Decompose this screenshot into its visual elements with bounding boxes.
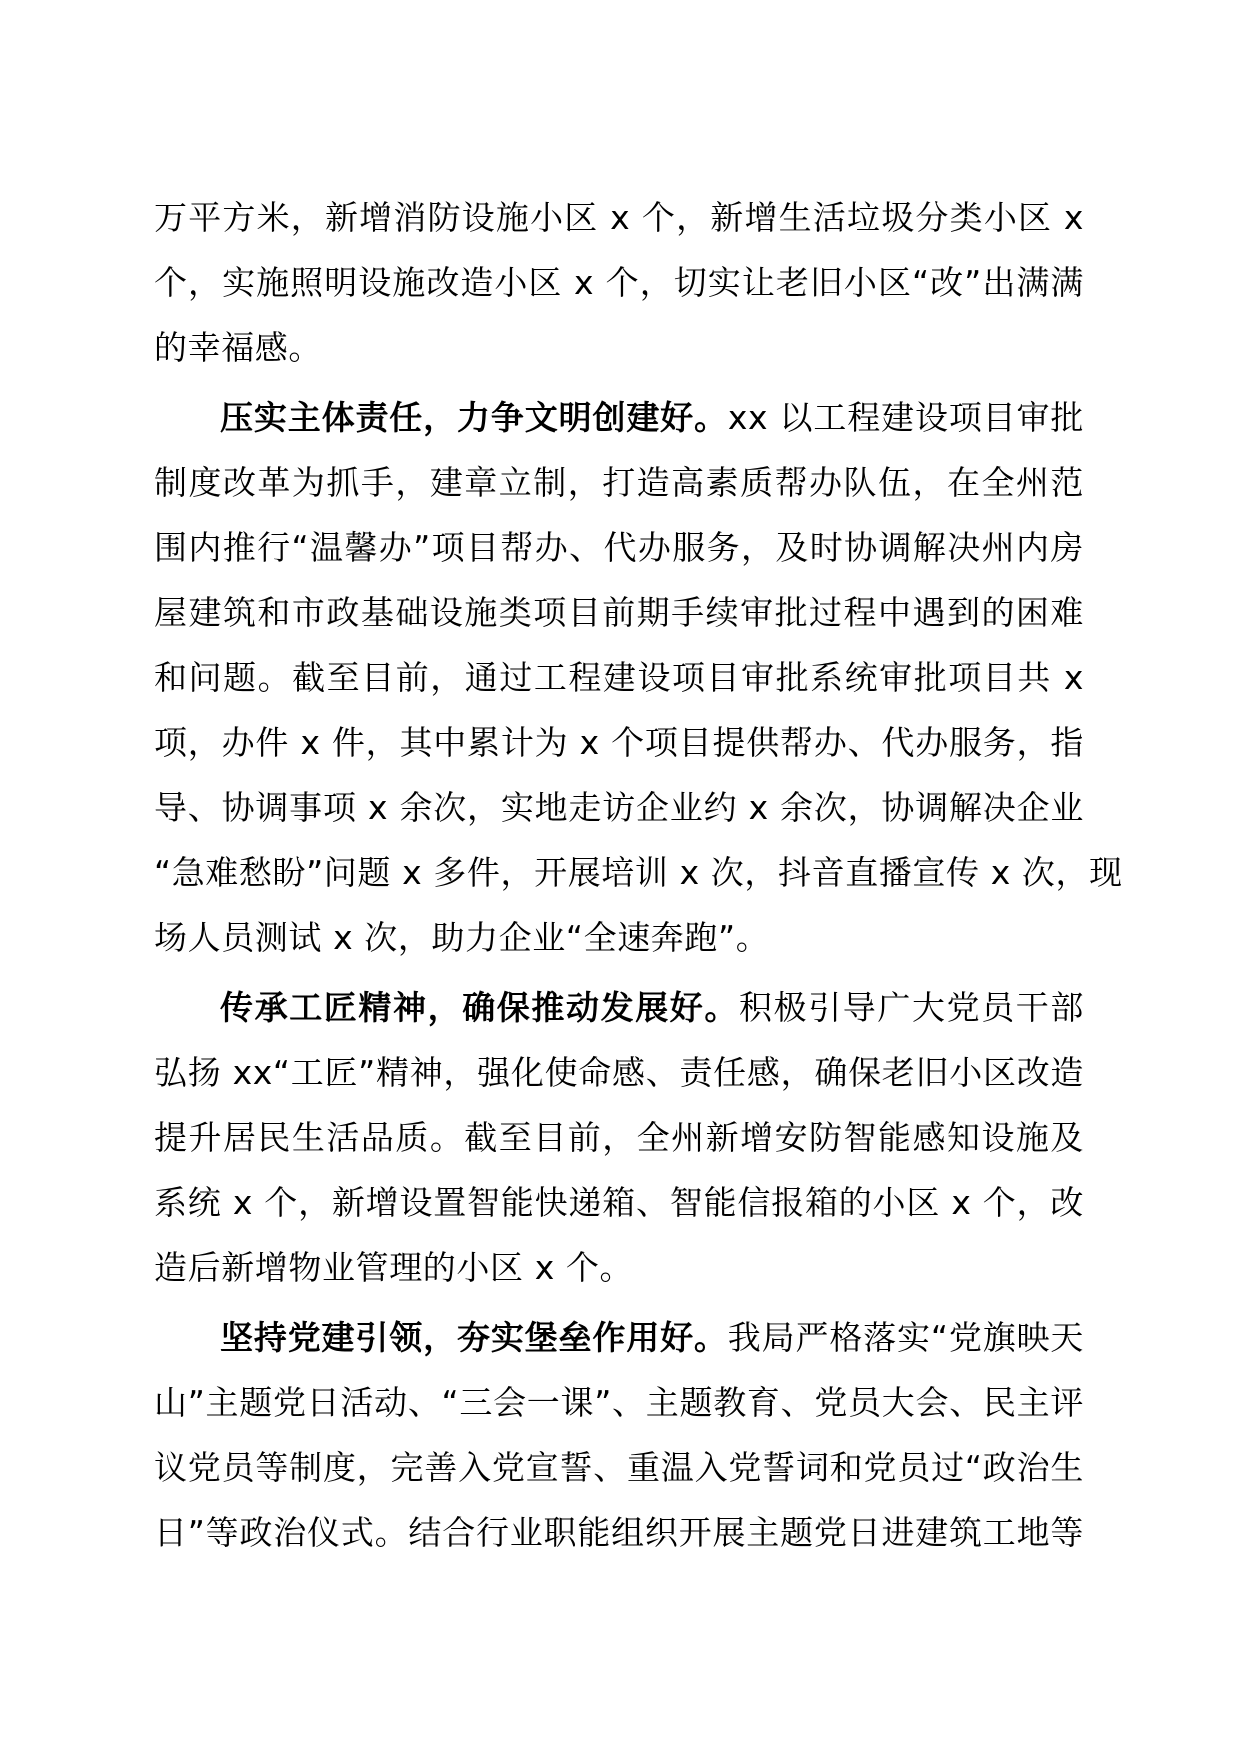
paragraph-line: 围内推行“温馨办”项目帮办、代办服务，及时协调解决州内房 <box>154 528 1084 567</box>
paragraph-line: 万平方米，新增消防设施小区 x 个，新增生活垃圾分类小区 x <box>154 198 1084 237</box>
paragraph-line: “急难愁盼”问题 x 多件，开展培训 x 次，抖音直播宣传 x 次，现 <box>154 853 1123 892</box>
paragraph-line: 弘扬 xx“工匠”精神，强化使命感、责任感，确保老旧小区改造 <box>154 1053 1084 1092</box>
paragraph-first-line <box>154 975 1084 1040</box>
document-body <box>154 185 1123 1565</box>
paragraph-line: 项，办件 x 件，其中累计为 x 个项目提供帮办、代办服务，指 <box>154 723 1084 762</box>
paragraph-heading: 压实主体责任，力争文明创建好。 <box>220 398 728 437</box>
paragraph-line: 个，实施照明设施改造小区 x 个，切实让老旧小区“改”出满满 <box>154 263 1084 302</box>
paragraph-line: 提升居民生活品质。截至目前，全州新增安防智能感知设施及 <box>154 1118 1084 1157</box>
paragraph-4 <box>154 1305 1084 1565</box>
paragraph-2 <box>154 385 1123 970</box>
paragraph-line: 系统 x 个，新增设置智能快递箱、智能信报箱的小区 x 个，改 <box>154 1183 1084 1222</box>
paragraph-heading: 坚持党建引领，夯实堡垒作用好。 <box>220 1318 728 1357</box>
paragraph-3 <box>154 975 1084 1300</box>
paragraph-line: 山”主题党日活动、“三会一课”、主题教育、党员大会、民主评 <box>154 1383 1084 1422</box>
paragraph-text: 积极引导广大党员干部 <box>739 988 1084 1027</box>
paragraph-line: 的幸福感。 <box>154 328 322 367</box>
paragraph-line: 和问题。截至目前，通过工程建设项目审批系统审批项目共 x <box>154 658 1084 697</box>
paragraph-1 <box>154 185 1084 380</box>
paragraph-line: 日”等政治仪式。结合行业职能组织开展主题党日进建筑工地等 <box>154 1513 1084 1552</box>
paragraph-line: 制度改革为抓手，建章立制，打造高素质帮办队伍，在全州范 <box>154 463 1084 502</box>
paragraph-heading: 传承工匠精神，确保推动发展好。 <box>220 988 739 1027</box>
paragraph-line: 导、协调事项 x 余次，实地走访企业约 x 余次，协调解决企业 <box>154 788 1084 827</box>
paragraph-first-line <box>154 385 1084 450</box>
paragraph-line: 屋建筑和市政基础设施类项目前期手续审批过程中遇到的困难 <box>154 593 1084 632</box>
paragraph-text: xx 以工程建设项目审批 <box>727 398 1084 437</box>
paragraph-text: 我局严格落实“党旗映天 <box>727 1318 1084 1357</box>
paragraph-line: 议党员等制度，完善入党宣誓、重温入党誓词和党员过“政治生 <box>154 1448 1084 1487</box>
paragraph-first-line <box>154 1305 1084 1370</box>
paragraph-line: 造后新增物业管理的小区 x 个。 <box>154 1248 634 1287</box>
paragraph-line: 场人员测试 x 次，助力企业“全速奔跑”。 <box>154 918 770 957</box>
